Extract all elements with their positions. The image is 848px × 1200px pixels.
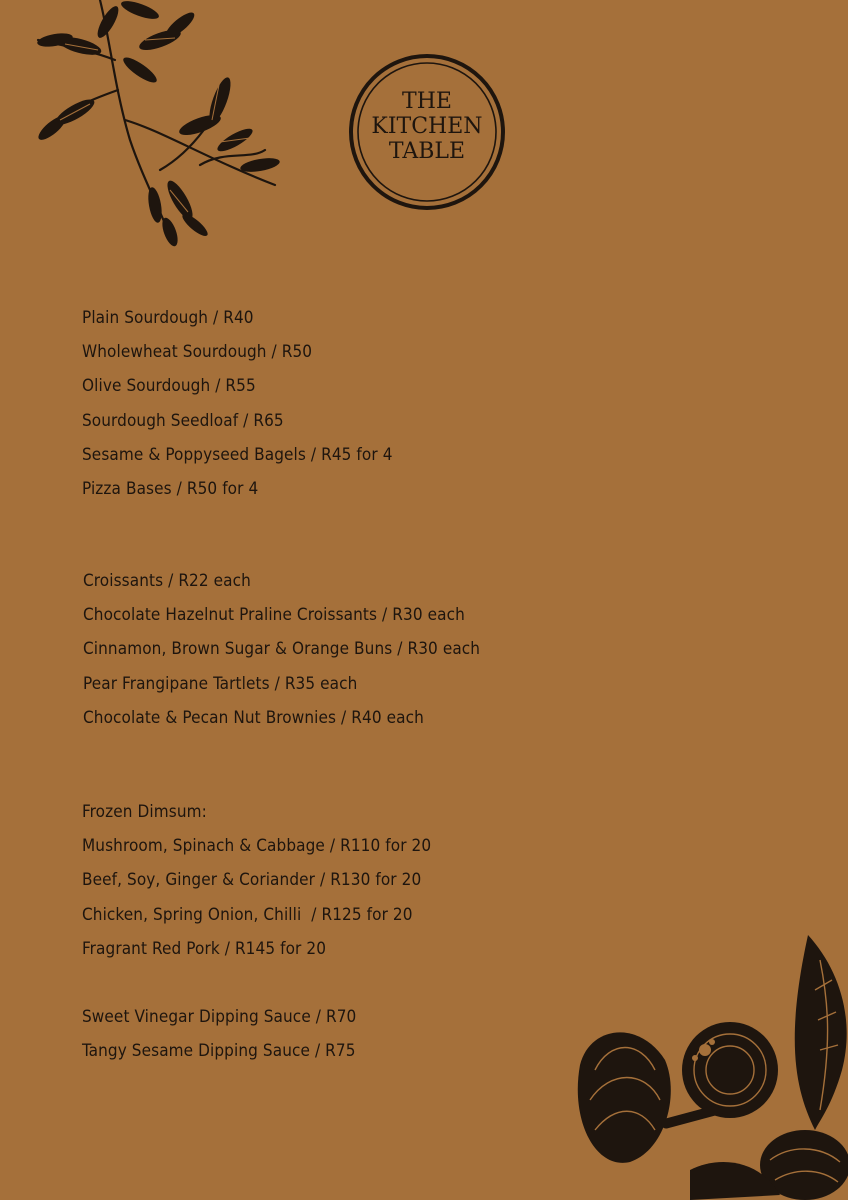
menu-item: Cinnamon, Brown Sugar & Orange Buns / R30 each bbox=[83, 639, 481, 660]
menu-item: Sweet Vinegar Dipping Sauce / R70 bbox=[82, 1007, 357, 1027]
menu-item: Olive Sourdough / R55 bbox=[82, 376, 256, 397]
pastry-section bbox=[83, 564, 480, 735]
olive-branch-illustration bbox=[20, 0, 290, 250]
sauce-section bbox=[82, 1000, 356, 1068]
menu-item: Chocolate & Pecan Nut Brownies / R40 each bbox=[83, 707, 424, 728]
menu-item: Wholewheat Sourdough / R50 bbox=[82, 342, 313, 363]
dimsum-section bbox=[82, 795, 431, 966]
menu-item: Chocolate Hazelnut Praline Croissants / R30 each bbox=[83, 605, 465, 626]
menu-item: Fragrant Red Pork / R145 for 20 bbox=[82, 938, 327, 959]
menu-item: Croissants / R22 each bbox=[83, 571, 251, 591]
brand-logo bbox=[348, 53, 506, 211]
menu-item: Beef, Soy, Ginger & Coriander / R130 for 20 bbox=[82, 870, 422, 891]
logo-line-1: THE bbox=[402, 89, 452, 114]
menu-item: Tangy Sesame Dipping Sauce / R75 bbox=[82, 1041, 356, 1062]
menu-item: Mushroom, Spinach & Cabbage / R110 for 20 bbox=[82, 836, 432, 857]
logo-wordmark bbox=[348, 89, 506, 164]
menu-item: Pizza Bases / R50 for 4 bbox=[82, 478, 259, 499]
menu-item: Plain Sourdough / R40 bbox=[82, 308, 254, 328]
fruit-illustration bbox=[570, 930, 848, 1200]
section-heading: Frozen Dimsum: bbox=[82, 802, 207, 822]
menu-item: Sourdough Seedloaf / R65 bbox=[82, 410, 284, 431]
logo-line-2: KITCHEN bbox=[371, 114, 483, 139]
menu-item: Chicken, Spring Onion, Chilli / R125 for 20 bbox=[82, 904, 413, 925]
bread-section bbox=[82, 301, 393, 506]
logo-line-3: TABLE bbox=[388, 139, 466, 164]
menu-item: Sesame & Poppyseed Bagels / R45 for 4 bbox=[82, 444, 393, 465]
menu-item: Pear Frangipane Tartlets / R35 each bbox=[83, 673, 358, 694]
